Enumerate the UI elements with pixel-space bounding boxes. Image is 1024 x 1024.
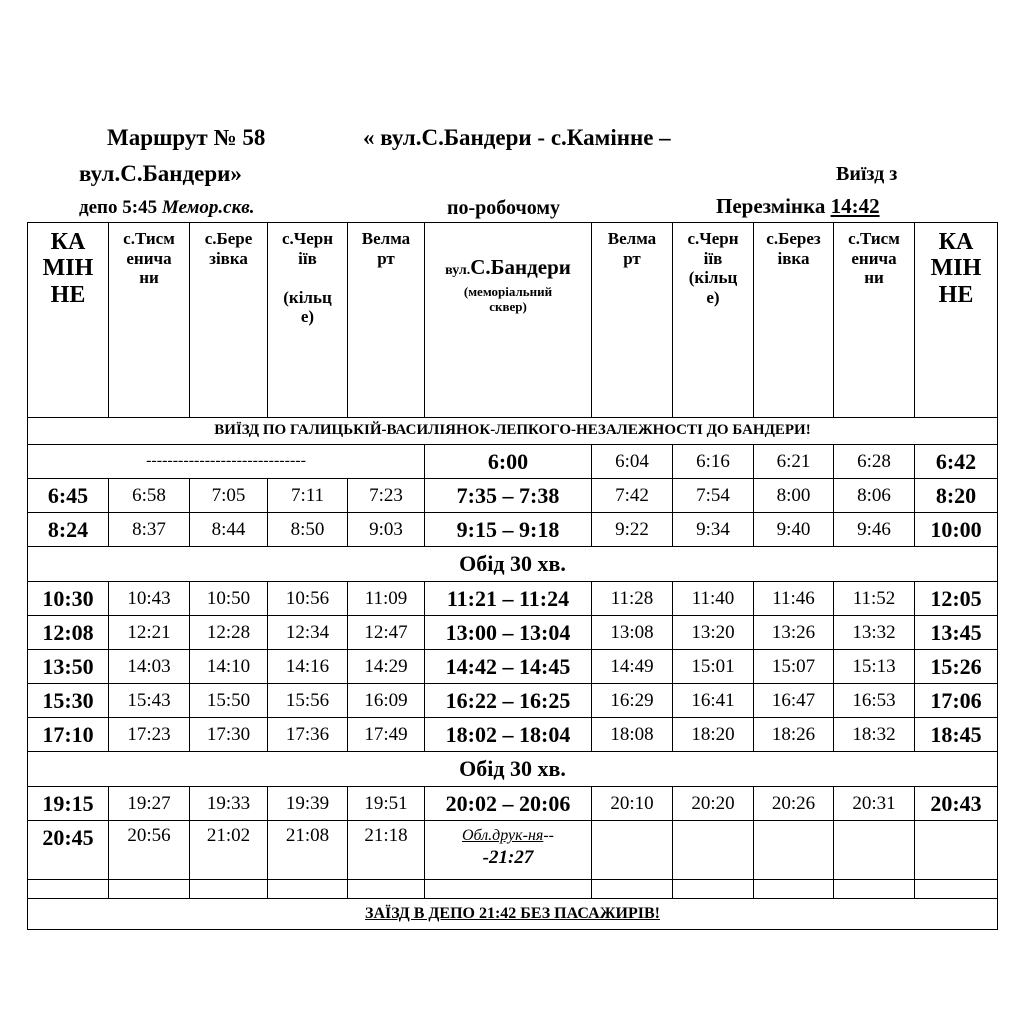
header-bandery-prefix: вул.	[445, 263, 471, 278]
header-line: с.Берез	[766, 229, 821, 248]
table-cell: 12:08	[28, 616, 109, 650]
table-cell: 17:06	[915, 684, 998, 718]
table-cell: 8:00	[754, 479, 834, 513]
final-stop-cell	[425, 821, 592, 880]
table-cell: 15:30	[28, 684, 109, 718]
table-row	[28, 582, 998, 616]
table-cell: 20:45	[28, 821, 109, 880]
table-cell: 20:10	[592, 787, 673, 821]
table-cell: 9:03	[348, 513, 425, 547]
header-line: ни	[139, 268, 159, 288]
table-cell: 6:16	[673, 445, 754, 479]
route-title-line1: « вул.С.Бандери - с.Камінне –	[363, 125, 671, 150]
lunch-break: Обід 30 хв.	[28, 752, 998, 787]
table-cell: 8:24	[28, 513, 109, 547]
table-cell: 11:40	[673, 582, 754, 616]
table-cell: 7:05	[190, 479, 268, 513]
table-cell: 18:02 – 18:04	[425, 718, 592, 752]
route-title-line2: вул.С.Бандери»	[79, 161, 242, 186]
table-cell: 13:20	[673, 616, 754, 650]
table-cell: 7:11	[268, 479, 348, 513]
table-cell: 8:06	[834, 479, 915, 513]
table-cell: 6:04	[592, 445, 673, 479]
header-bandery	[425, 223, 592, 418]
table-row	[28, 650, 998, 684]
table-cell: 16:47	[754, 684, 834, 718]
table-row	[28, 513, 998, 547]
header-line: зівка	[209, 248, 248, 268]
table-cell: 10:30	[28, 582, 109, 616]
header-kaminne-end	[915, 223, 998, 418]
header-line: КА	[938, 229, 974, 255]
route-note-row	[28, 418, 998, 445]
table-cell: 18:26	[754, 718, 834, 752]
header-line: енича	[851, 248, 897, 268]
table-cell: 14:29	[348, 650, 425, 684]
table-cell: 18:32	[834, 718, 915, 752]
table-cell: 16:09	[348, 684, 425, 718]
header-line: Велма	[607, 229, 657, 248]
table-cell: 20:56	[109, 821, 190, 880]
table-cell: 20:43	[915, 787, 998, 821]
table-cell: 17:10	[28, 718, 109, 752]
table-cell: 19:39	[268, 787, 348, 821]
table-cell	[592, 880, 673, 899]
table-cell: 13:50	[28, 650, 109, 684]
table-cell: 16:29	[592, 684, 673, 718]
lunch-row	[28, 547, 998, 582]
schedule-table	[27, 222, 998, 930]
table-cell: 17:23	[109, 718, 190, 752]
header-line: (кільц	[688, 268, 738, 288]
depot-return-note: ЗАЇЗД В ДЕПО 21:42 БЕЗ ПАСАЖИРІВ!	[28, 899, 998, 930]
header-bandery-main: С.Бандери	[470, 255, 571, 279]
table-cell: 13:32	[834, 616, 915, 650]
table-cell	[754, 880, 834, 899]
table-cell: 8:20	[915, 479, 998, 513]
table-cell	[915, 880, 998, 899]
header-line: рт	[377, 248, 395, 268]
table-cell: 11:21 – 11:24	[425, 582, 592, 616]
table-cell	[28, 880, 109, 899]
table-cell	[673, 880, 754, 899]
final-stop-label: Обл.друк-ня	[461, 827, 544, 844]
table-cell: 17:36	[268, 718, 348, 752]
table-cell: 11:52	[834, 582, 915, 616]
table-cell: 14:42 – 14:45	[425, 650, 592, 684]
header-bandery-sub	[425, 285, 591, 315]
header-velmart-return	[592, 223, 673, 418]
header-line: НЕ	[938, 281, 974, 308]
table-cell: 13:45	[915, 616, 998, 650]
table-cell: 20:02 – 20:06	[425, 787, 592, 821]
header-line: сквер)	[489, 299, 527, 315]
table-cell: 18:20	[673, 718, 754, 752]
table-cell: 12:47	[348, 616, 425, 650]
table-cell: 21:18	[348, 821, 425, 880]
table-cell: 15:01	[673, 650, 754, 684]
table-cell	[754, 821, 834, 880]
schedule-type: по-робочому	[447, 197, 561, 219]
header-line: МІН	[42, 255, 94, 282]
header-line: (кільц	[283, 287, 332, 307]
table-cell: 8:50	[268, 513, 348, 547]
table-row	[28, 787, 998, 821]
table-cell: 12:28	[190, 616, 268, 650]
header-line: с.Черн	[281, 229, 334, 248]
table-cell: 7:42	[592, 479, 673, 513]
header-line: с.Черн	[687, 229, 739, 248]
table-cell: 11:46	[754, 582, 834, 616]
header-line: іїв	[298, 248, 317, 268]
table-cell: 9:40	[754, 513, 834, 547]
table-cell: 13:00 – 13:04	[425, 616, 592, 650]
header-line: івка	[777, 248, 810, 268]
table-cell: 8:44	[190, 513, 268, 547]
header-chernii-v-return	[673, 223, 754, 418]
header-line: НЕ	[50, 281, 86, 308]
table-cell: 9:46	[834, 513, 915, 547]
table-cell: 14:49	[592, 650, 673, 684]
header-line: енича	[126, 248, 172, 268]
footer-row	[28, 899, 998, 930]
table-cell: 9:22	[592, 513, 673, 547]
header-kaminne-start	[28, 223, 109, 418]
table-cell	[109, 880, 190, 899]
table-cell: 10:50	[190, 582, 268, 616]
table-cell: 16:41	[673, 684, 754, 718]
depot-place: Мемор.скв.	[161, 197, 255, 218]
header-line: КА	[50, 229, 86, 255]
table-cell	[348, 880, 425, 899]
table-cell	[834, 821, 915, 880]
header-line: ни	[864, 268, 884, 288]
table-row	[28, 616, 998, 650]
column-headers	[28, 223, 998, 418]
table-cell	[834, 880, 915, 899]
table-row	[28, 718, 998, 752]
table-cell	[673, 821, 754, 880]
table-cell: 18:08	[592, 718, 673, 752]
empty-row	[28, 880, 998, 899]
table-cell: 13:26	[754, 616, 834, 650]
table-cell	[190, 880, 268, 899]
table-cell: 10:43	[109, 582, 190, 616]
header-tysmenychany	[109, 223, 190, 418]
table-cell: 21:02	[190, 821, 268, 880]
shift-change	[716, 196, 880, 217]
table-cell: 19:27	[109, 787, 190, 821]
table-cell: 10:56	[268, 582, 348, 616]
table-cell: 6:21	[754, 445, 834, 479]
table-cell: 19:33	[190, 787, 268, 821]
lunch-break: Обід 30 хв.	[28, 547, 998, 582]
table-cell: 11:09	[348, 582, 425, 616]
table-cell: 19:15	[28, 787, 109, 821]
table-cell: 15:07	[754, 650, 834, 684]
table-cell: 17:30	[190, 718, 268, 752]
header-velmart	[348, 223, 425, 418]
table-cell: 6:28	[834, 445, 915, 479]
table-cell: 6:00	[425, 445, 592, 479]
table-row	[28, 821, 998, 880]
table-cell: 21:08	[268, 821, 348, 880]
table-cell: 20:20	[673, 787, 754, 821]
header-line: (меморіальний	[463, 284, 553, 300]
header-line: с.Тисм	[123, 229, 175, 248]
table-cell: 14:10	[190, 650, 268, 684]
table-row	[28, 445, 998, 479]
table-cell: 10:00	[915, 513, 998, 547]
table-cell	[268, 880, 348, 899]
table-cell: 9:15 – 9:18	[425, 513, 592, 547]
header-chernii-v	[268, 223, 348, 418]
route-note: ВИЇЗД ПО ГАЛИЦЬКІЙ-ВАСИЛІЯНОК-ЛЕПКОГО-НЕЗАЛЕЖНОСТІ ДО БАНДЕРИ!	[28, 418, 998, 445]
table-cell: 16:53	[834, 684, 915, 718]
table-cell: 7:35 – 7:38	[425, 479, 592, 513]
header-line: е)	[706, 287, 720, 307]
table-cell: 15:56	[268, 684, 348, 718]
table-cell: 11:28	[592, 582, 673, 616]
header-line	[305, 268, 309, 287]
table-cell	[592, 821, 673, 880]
table-cell	[915, 821, 998, 880]
table-row	[28, 479, 998, 513]
table-cell: 6:58	[109, 479, 190, 513]
header-line: с.Тисм	[848, 229, 900, 248]
table-cell: 14:03	[109, 650, 190, 684]
table-cell: 8:37	[109, 513, 190, 547]
table-cell: 6:45	[28, 479, 109, 513]
header-line: е)	[300, 307, 315, 327]
table-cell: 12:34	[268, 616, 348, 650]
header-berezivka-return	[754, 223, 834, 418]
final-stop-dashes: --	[543, 827, 554, 844]
table-cell: 7:23	[348, 479, 425, 513]
shift-change-time: 14:42	[830, 194, 880, 218]
header-line: рт	[623, 248, 641, 268]
table-cell: 12:05	[915, 582, 998, 616]
table-cell: 6:42	[915, 445, 998, 479]
table-cell: 20:26	[754, 787, 834, 821]
table-cell: 12:21	[109, 616, 190, 650]
shift-change-label: Перезмінка	[716, 194, 826, 218]
table-cell: 15:43	[109, 684, 190, 718]
depot-departure	[79, 198, 254, 217]
header-tysmenychany-return	[834, 223, 915, 418]
table-cell: 15:50	[190, 684, 268, 718]
table-row	[28, 684, 998, 718]
table-cell: 13:08	[592, 616, 673, 650]
lunch-row	[28, 752, 998, 787]
table-cell: 18:45	[915, 718, 998, 752]
dashes-cell: ------------------------------	[28, 445, 425, 479]
header-line: іїв	[703, 248, 723, 268]
table-cell: 14:16	[268, 650, 348, 684]
route-number: Маршрут № 58	[107, 125, 266, 150]
table-cell: 20:31	[834, 787, 915, 821]
header-line: с.Бере	[204, 229, 253, 248]
table-cell: 15:26	[915, 650, 998, 684]
table-cell: 19:51	[348, 787, 425, 821]
table-cell: 15:13	[834, 650, 915, 684]
header-line: МІН	[930, 255, 982, 282]
table-cell: 9:34	[673, 513, 754, 547]
table-cell: 17:49	[348, 718, 425, 752]
table-cell: 16:22 – 16:25	[425, 684, 592, 718]
table-cell	[425, 880, 592, 899]
table-cell: 7:54	[673, 479, 754, 513]
header-line: Велма	[361, 229, 411, 248]
final-stop-time: -21:27	[482, 847, 534, 869]
exit-label: Виїзд з	[836, 163, 898, 185]
depot-text: депо 5:45	[79, 197, 158, 218]
header-berezivka	[190, 223, 268, 418]
